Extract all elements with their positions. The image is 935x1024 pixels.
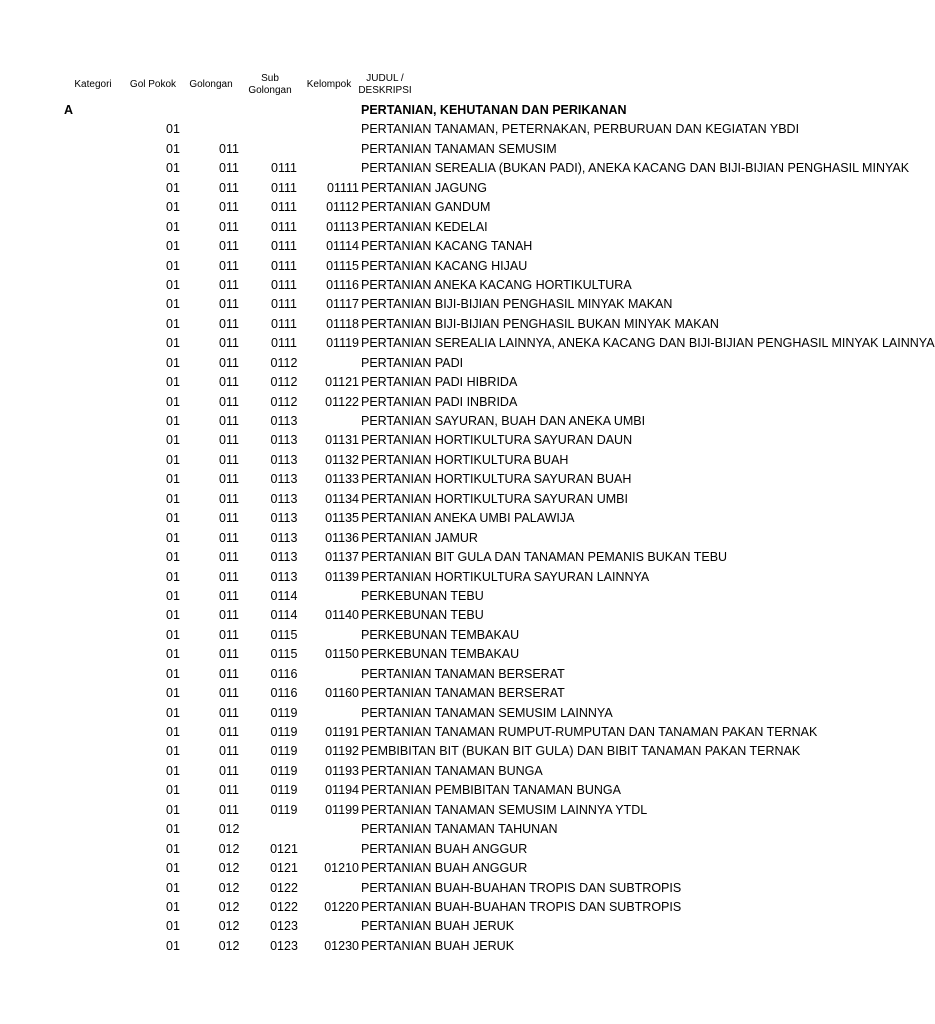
cell-golongan: 011 [219, 744, 239, 759]
cell-deskripsi: PERTANIAN BUAH JERUK [361, 919, 515, 934]
cell-golongan: 012 [218, 880, 240, 895]
cell-kelompok: 01112 [326, 200, 359, 215]
cell-gol-pokok: 01 [166, 569, 180, 584]
header-kategori [62, 70, 124, 100]
header-judul-line2: DESKRIPSI [358, 85, 412, 96]
cell-sub-golongan: 0112 [270, 355, 298, 370]
table-row [0, 334, 935, 353]
cell-gol-pokok: 01 [166, 763, 180, 778]
cell-gol-pokok: 01 [166, 200, 180, 215]
header-judul-deskripsi [355, 70, 415, 100]
cell-deskripsi: PERTANIAN HORTIKULTURA SAYURAN DAUN [361, 433, 633, 448]
cell-sub-golongan: 0111 [271, 161, 297, 176]
table-row [0, 120, 800, 139]
cell-deskripsi: PERTANIAN PADI [361, 355, 464, 370]
table-row [0, 412, 768, 431]
cell-sub-golongan: 0115 [270, 627, 298, 642]
cell-sub-golongan: 0113 [270, 569, 298, 584]
cell-golongan: 011 [219, 472, 239, 487]
cell-golongan: 012 [218, 841, 240, 856]
cell-gol-pokok: 01 [166, 686, 180, 701]
header-sub-golongan-line2: Golongan [248, 85, 292, 96]
classification-table [0, 101, 935, 956]
cell-sub-golongan: 0119 [270, 763, 298, 778]
cell-deskripsi: PERTANIAN TANAMAN RUMPUT-RUMPUTAN DAN TANAMAN PAKAN TERNAK [361, 725, 818, 739]
cell-gol-pokok: 01 [166, 880, 180, 895]
cell-deskripsi: PERTANIAN PEMBIBITAN TANAMAN BUNGA [361, 783, 621, 798]
table-row [0, 315, 768, 334]
cell-kelompok: 01220 [324, 899, 359, 914]
table-row [0, 704, 768, 723]
cell-sub-golongan: 0119 [270, 783, 298, 798]
table-row [0, 684, 768, 703]
table-row [0, 820, 768, 839]
cell-kelompok: 01194 [325, 783, 359, 798]
cell-deskripsi: PERTANIAN BUAH JERUK [361, 938, 515, 953]
cell-deskripsi: PERKEBUNAN TEMBAKAU [361, 627, 520, 642]
cell-deskripsi: PERTANIAN JAMUR [361, 530, 478, 545]
cell-deskripsi: PERTANIAN HORTIKULTURA BUAH [361, 452, 569, 467]
cell-gol-pokok: 01 [166, 433, 180, 448]
cell-kelompok: 01139 [325, 569, 359, 584]
cell-deskripsi: PERTANIAN BIT GULA DAN TANAMAN PEMANIS BUKAN TEBU [361, 550, 728, 565]
table-row [0, 801, 768, 820]
cell-golongan: 011 [219, 219, 239, 234]
cell-kelompok: 01230 [324, 938, 359, 953]
cell-kelompok: 01131 [325, 433, 359, 448]
cell-golongan: 011 [219, 511, 239, 526]
cell-golongan: 011 [219, 336, 239, 351]
cell-deskripsi: PERTANIAN BUAH-BUAHAN TROPIS DAN SUBTROPIS [361, 899, 682, 914]
cell-gol-pokok: 01 [166, 919, 180, 934]
table-row [0, 490, 768, 509]
cell-gol-pokok: 01 [166, 550, 180, 565]
cell-gol-pokok: 01 [166, 122, 180, 137]
cell-sub-golongan: 0115 [270, 647, 298, 662]
table-row [0, 140, 768, 159]
cell-deskripsi: PERTANIAN PADI HIBRIDA [361, 375, 518, 390]
cell-deskripsi: PERTANIAN ANEKA UMBI PALAWIJA [361, 511, 575, 526]
cell-deskripsi: PERTANIAN, KEHUTANAN DAN PERIKANAN [361, 103, 627, 117]
cell-kelompok: 01193 [325, 763, 359, 778]
table-row [0, 917, 768, 936]
cell-golongan: 011 [219, 452, 239, 467]
cell-sub-golongan: 0111 [271, 277, 297, 292]
cell-gol-pokok: 01 [166, 822, 180, 837]
cell-deskripsi: PERTANIAN SEREALIA (BUKAN PADI), ANEKA KACANG DAN BIJI-BIJIAN PENGHASIL MINYAK [361, 161, 910, 176]
header-golongan [184, 70, 238, 100]
cell-sub-golongan: 0111 [271, 336, 297, 351]
table-row [0, 529, 768, 548]
header-judul-label [358, 73, 411, 97]
cell-golongan: 011 [219, 763, 239, 778]
header-gol-pokok-label: Gol Pokok [129, 79, 177, 90]
cell-golongan: 011 [219, 608, 239, 623]
table-row [0, 937, 768, 956]
table-row [0, 568, 768, 587]
cell-gol-pokok: 01 [166, 297, 180, 312]
cell-golongan: 011 [219, 297, 239, 312]
cell-gol-pokok: 01 [166, 802, 180, 817]
header-golongan-label: Golongan [189, 79, 233, 90]
cell-sub-golongan: 0119 [270, 705, 298, 720]
cell-golongan: 012 [218, 822, 240, 837]
cell-gol-pokok: 01 [166, 530, 180, 545]
table-row [0, 373, 768, 392]
header-sub-golongan [240, 70, 300, 100]
cell-deskripsi: PERTANIAN JAGUNG [361, 180, 487, 195]
cell-sub-golongan: 0111 [271, 297, 297, 312]
cell-golongan: 011 [219, 414, 239, 428]
cell-deskripsi: PERKEBUNAN TEMBAKAU [361, 647, 520, 662]
cell-gol-pokok: 01 [166, 336, 180, 351]
cell-deskripsi: PERTANIAN BUAH ANGGUR [361, 861, 528, 876]
cell-golongan: 012 [218, 899, 240, 914]
table-row [0, 859, 768, 878]
cell-gol-pokok: 01 [166, 647, 180, 662]
cell-gol-pokok: 01 [166, 452, 180, 467]
cell-golongan: 011 [219, 200, 239, 215]
cell-deskripsi: PERTANIAN SAYURAN, BUAH DAN ANEKA UMBI [361, 414, 646, 428]
table-row [0, 606, 768, 625]
cell-golongan: 011 [219, 394, 239, 409]
cell-sub-golongan: 0119 [270, 725, 298, 739]
cell-kelompok: 01117 [326, 297, 359, 312]
table-row [0, 626, 768, 645]
cell-golongan: 012 [218, 919, 240, 934]
cell-sub-golongan: 0114 [270, 588, 298, 603]
cell-deskripsi: PERTANIAN BIJI-BIJIAN PENGHASIL BUKAN MINYAK MAKAN [361, 316, 719, 331]
header-sub-golongan-line1: Sub [261, 73, 279, 84]
header-judul-line1: JUDUL / [366, 73, 404, 84]
header-gol-pokok [124, 70, 182, 100]
cell-golongan: 011 [219, 239, 239, 254]
cell-sub-golongan: 0114 [270, 608, 298, 623]
cell-sub-golongan: 0113 [270, 452, 298, 467]
cell-kelompok: 01199 [325, 802, 359, 817]
cell-sub-golongan: 0119 [270, 744, 298, 759]
cell-golongan: 011 [219, 491, 239, 506]
table-row [0, 101, 768, 120]
table-row [0, 393, 768, 412]
cell-gol-pokok: 01 [166, 277, 180, 292]
header-kategori-label: Kategori [74, 79, 112, 90]
table-row [0, 159, 910, 178]
cell-kelompok: 01135 [325, 511, 359, 526]
cell-kelompok: 01113 [326, 219, 359, 234]
cell-sub-golongan: 0113 [270, 433, 298, 448]
cell-kelompok: 01192 [325, 744, 359, 759]
table-row [0, 840, 768, 859]
cell-deskripsi: PERKEBUNAN TEBU [361, 588, 484, 603]
cell-sub-golongan: 0122 [270, 899, 298, 914]
cell-kelompok: 01115 [326, 258, 359, 273]
cell-kategori: A [64, 103, 74, 117]
cell-gol-pokok: 01 [166, 414, 180, 428]
cell-deskripsi: PERTANIAN GANDUM [361, 200, 491, 215]
cell-deskripsi: PERTANIAN TANAMAN TAHUNAN [361, 822, 558, 837]
cell-sub-golongan: 0123 [270, 919, 298, 934]
cell-golongan: 011 [219, 433, 239, 448]
cell-golongan: 011 [219, 277, 239, 292]
table-row [0, 451, 768, 470]
cell-kelompok: 01136 [325, 530, 359, 545]
cell-sub-golongan: 0111 [271, 219, 297, 234]
cell-sub-golongan: 0113 [270, 491, 298, 506]
cell-golongan: 011 [219, 550, 239, 565]
cell-deskripsi: PERTANIAN BIJI-BIJIAN PENGHASIL MINYAK MAKAN [361, 297, 673, 312]
cell-deskripsi: PERKEBUNAN TEBU [361, 608, 484, 623]
cell-gol-pokok: 01 [166, 511, 180, 526]
cell-sub-golongan: 0112 [270, 394, 298, 409]
cell-sub-golongan: 0111 [271, 316, 297, 331]
cell-sub-golongan: 0113 [270, 511, 298, 526]
table-row [0, 470, 768, 489]
cell-sub-golongan: 0111 [271, 239, 297, 254]
cell-golongan: 011 [219, 627, 239, 642]
cell-sub-golongan: 0119 [270, 802, 298, 817]
table-row [0, 723, 818, 742]
table-row [0, 509, 768, 528]
table-row [0, 237, 768, 256]
cell-golongan: 011 [219, 141, 239, 156]
cell-gol-pokok: 01 [166, 161, 180, 176]
cell-golongan: 012 [218, 938, 240, 953]
cell-golongan: 011 [219, 783, 239, 798]
cell-deskripsi: PERTANIAN KEDELAI [361, 219, 488, 234]
cell-kelompok: 01137 [325, 550, 359, 565]
cell-golongan: 011 [219, 161, 239, 176]
cell-gol-pokok: 01 [166, 725, 180, 739]
cell-golongan: 011 [219, 569, 239, 584]
cell-kelompok: 01132 [325, 452, 359, 467]
cell-gol-pokok: 01 [166, 783, 180, 798]
cell-deskripsi: PERTANIAN HORTIKULTURA SAYURAN LAINNYA [361, 569, 650, 584]
cell-kelompok: 01160 [325, 686, 359, 701]
cell-golongan: 011 [219, 686, 239, 701]
cell-sub-golongan: 0113 [270, 414, 298, 428]
cell-deskripsi: PERTANIAN TANAMAN BUNGA [361, 763, 543, 778]
table-row [0, 587, 768, 606]
table-row [0, 781, 768, 800]
cell-golongan: 011 [219, 705, 239, 720]
cell-deskripsi: PEMBIBITAN BIT (BUKAN BIT GULA) DAN BIBIT TANAMAN PAKAN TERNAK [361, 744, 801, 759]
cell-kelompok: 01121 [325, 375, 359, 390]
cell-golongan: 011 [219, 355, 239, 370]
cell-gol-pokok: 01 [166, 472, 180, 487]
cell-sub-golongan: 0113 [270, 472, 298, 487]
cell-sub-golongan: 0113 [270, 550, 298, 565]
cell-kelompok: 01111 [327, 180, 359, 195]
table-row [0, 295, 768, 314]
cell-deskripsi: PERTANIAN TANAMAN SEMUSIM LAINNYA YTDL [361, 802, 648, 817]
cell-sub-golongan: 0112 [270, 375, 298, 390]
cell-golongan: 011 [219, 647, 239, 662]
cell-gol-pokok: 01 [166, 375, 180, 390]
cell-golongan: 011 [219, 180, 239, 195]
cell-gol-pokok: 01 [166, 239, 180, 254]
cell-golongan: 011 [219, 725, 239, 739]
cell-gol-pokok: 01 [166, 219, 180, 234]
cell-gol-pokok: 01 [166, 899, 180, 914]
table-row [0, 762, 768, 781]
cell-gol-pokok: 01 [166, 394, 180, 409]
cell-gol-pokok: 01 [166, 841, 180, 856]
cell-golongan: 011 [219, 666, 239, 681]
table-row [0, 879, 768, 898]
cell-golongan: 011 [219, 316, 239, 331]
cell-gol-pokok: 01 [166, 355, 180, 370]
cell-deskripsi: PERTANIAN ANEKA KACANG HORTIKULTURA [361, 277, 632, 292]
cell-kelompok: 01191 [325, 725, 359, 739]
table-row [0, 431, 768, 450]
cell-golongan: 011 [219, 802, 239, 817]
cell-sub-golongan: 0123 [270, 938, 298, 953]
cell-deskripsi: PERTANIAN BUAH-BUAHAN TROPIS DAN SUBTROPIS [361, 880, 682, 895]
cell-gol-pokok: 01 [166, 608, 180, 623]
cell-gol-pokok: 01 [166, 744, 180, 759]
cell-sub-golongan: 0121 [270, 861, 298, 876]
cell-golongan: 011 [219, 588, 239, 603]
cell-kelompok: 01140 [325, 608, 359, 623]
cell-kelompok: 01118 [326, 316, 359, 331]
cell-deskripsi: PERTANIAN KACANG HIJAU [361, 258, 528, 273]
cell-deskripsi: PERTANIAN SEREALIA LAINNYA, ANEKA KACANG DAN BIJI-BIJIAN PENGHASIL MINYAK LAINNYA [361, 336, 935, 351]
table-row [0, 354, 768, 373]
cell-deskripsi: PERTANIAN TANAMAN BERSERAT [361, 686, 565, 701]
table-row [0, 257, 768, 276]
cell-deskripsi: PERTANIAN PADI INBRIDA [361, 394, 518, 409]
cell-deskripsi: PERTANIAN HORTIKULTURA SAYURAN BUAH [361, 472, 632, 487]
table-row [0, 276, 768, 295]
cell-deskripsi: PERTANIAN TANAMAN BERSERAT [361, 666, 565, 681]
cell-sub-golongan: 0111 [271, 200, 297, 215]
table-row [0, 179, 768, 198]
table-row [0, 218, 768, 237]
cell-deskripsi: PERTANIAN BUAH ANGGUR [361, 841, 528, 856]
cell-sub-golongan: 0121 [270, 841, 298, 856]
cell-gol-pokok: 01 [166, 180, 180, 195]
cell-gol-pokok: 01 [166, 316, 180, 331]
cell-golongan: 011 [219, 375, 239, 390]
cell-sub-golongan: 0122 [270, 880, 298, 895]
table-row [0, 665, 768, 684]
cell-sub-golongan: 0111 [271, 180, 297, 195]
cell-gol-pokok: 01 [166, 627, 180, 642]
table-row [0, 548, 768, 567]
cell-deskripsi: PERTANIAN TANAMAN, PETERNAKAN, PERBURUAN DAN KEGIATAN YBDI [361, 122, 800, 137]
cell-kelompok: 01114 [326, 239, 359, 254]
cell-sub-golongan: 0116 [270, 686, 298, 701]
cell-golongan: 012 [218, 861, 240, 876]
cell-golongan: 011 [219, 530, 239, 545]
header-sub-golongan-label [248, 73, 291, 97]
table-row [0, 198, 768, 217]
cell-golongan: 011 [219, 258, 239, 273]
cell-kelompok: 01133 [325, 472, 359, 487]
cell-gol-pokok: 01 [166, 141, 180, 156]
cell-gol-pokok: 01 [166, 258, 180, 273]
cell-kelompok: 01134 [325, 491, 359, 506]
cell-kelompok: 01119 [326, 336, 359, 351]
cell-deskripsi: PERTANIAN KACANG TANAH [361, 239, 533, 254]
cell-gol-pokok: 01 [166, 588, 180, 603]
table-row [0, 898, 768, 917]
header-kelompok [300, 70, 358, 100]
cell-deskripsi: PERTANIAN TANAMAN SEMUSIM LAINNYA [361, 705, 613, 720]
cell-kelompok: 01122 [325, 394, 359, 409]
cell-sub-golongan: 0111 [271, 258, 297, 273]
cell-deskripsi: PERTANIAN HORTIKULTURA SAYURAN UMBI [361, 491, 628, 506]
cell-gol-pokok: 01 [166, 861, 180, 876]
cell-gol-pokok: 01 [166, 938, 180, 953]
cell-kelompok: 01150 [325, 647, 359, 662]
cell-deskripsi: PERTANIAN TANAMAN SEMUSIM [361, 141, 557, 156]
cell-gol-pokok: 01 [166, 666, 180, 681]
cell-kelompok: 01210 [324, 861, 359, 876]
cell-kelompok: 01116 [326, 277, 359, 292]
table-row [0, 645, 768, 664]
table-row [0, 742, 801, 761]
cell-sub-golongan: 0116 [270, 666, 298, 681]
cell-gol-pokok: 01 [166, 705, 180, 720]
header-kelompok-label: Kelompok [306, 79, 352, 90]
cell-sub-golongan: 0113 [270, 530, 298, 545]
cell-gol-pokok: 01 [166, 491, 180, 506]
